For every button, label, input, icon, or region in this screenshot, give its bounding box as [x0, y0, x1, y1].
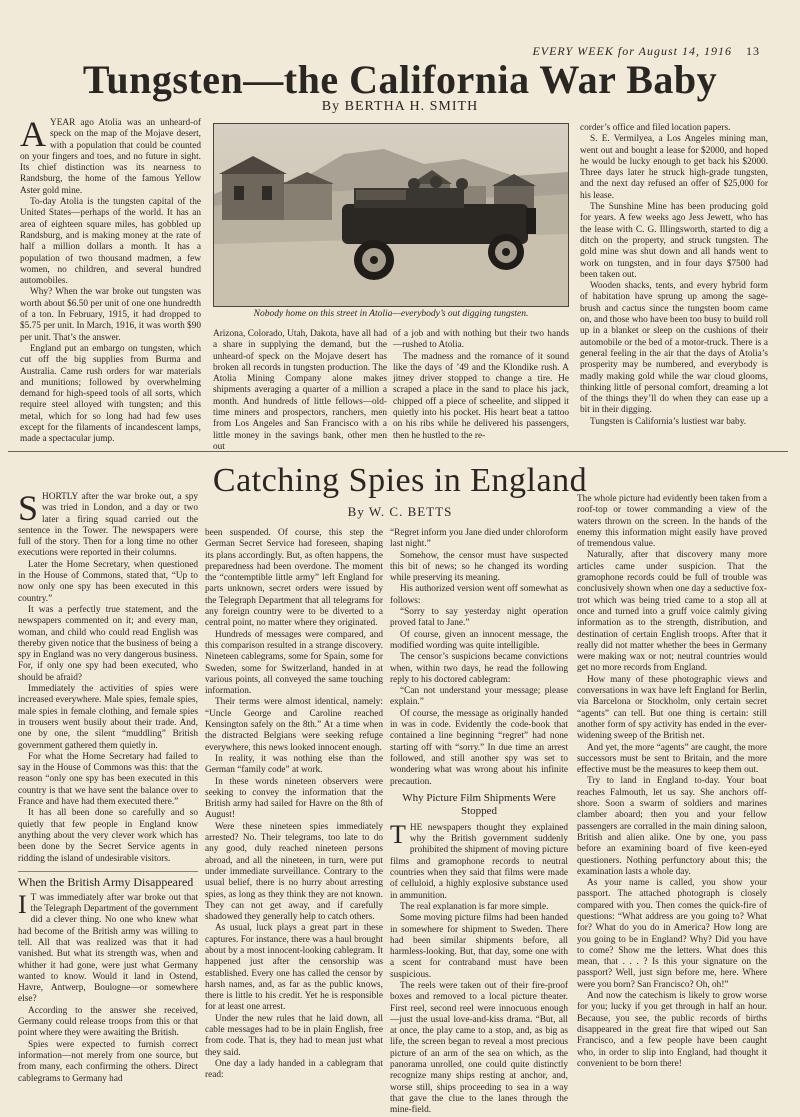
- paragraph: Tungsten is California’s lustiest war baby.: [590, 416, 747, 427]
- paragraph: How many of these photographic views and conversations in wax have left England for Berlin, via Barcelona or Stockholm, only certain secret “agents” can tell. But one thing is certain: still another form of spy activity has ended in the ever-widening sweep of the British net.: [577, 674, 767, 742]
- paragraph: And now the catechism is likely to grow worse for you; lucky if you get through in half an hour. Because, you see, the public records of births disappeared in the great fire that wiped out San Francisco, and a few people have been caught who, in order to slip into England, had thought it convenient to be born there!: [577, 991, 767, 1069]
- paragraph: The real explanation is far more simple.: [400, 901, 549, 912]
- paragraph: Their terms were almost identical, namely: “Uncle George and Caroline reached Kensington safely on the 8th.” At a time when the distracted Belgians were seeking refuge everywhere, this news looked innocent enough.: [205, 697, 383, 753]
- paragraph: As your name is called, you show your passport. The attached photograph is closely compared with you. Then comes the quick-fire of questions: “What address are you going to? What for? What do you do in America? How long are you going to be in England? Why? Did you have to come? Show me the letters. What does this mean, that . . . ? Is this your signature on the passport? Well, just sign before me, here. Where were you born? San Francisco? Oh, oh!”: [577, 878, 767, 990]
- paragraph: In these words nineteen observers were seeking to convey the information that the British army had sailed for Havre on the 8th of August!: [205, 776, 383, 821]
- paragraph: In reality, it was nothing else than the German “family code” at work.: [205, 753, 383, 776]
- spies-column-1: [18, 488, 198, 1098]
- tungsten-column-1: [20, 114, 202, 448]
- page-number: 13: [746, 44, 760, 58]
- drop-cap: S: [18, 488, 39, 528]
- paragraph: To-day Atolia is the tungsten capital of the United States—perhaps of the world. It has an area of eighteen square miles, has gobbled up Randsburg, and is making money at the rate of half a million dollars a month. It has a population of two thousand madmen, a few women, no children, and several hundred automobiles.: [20, 197, 201, 287]
- paragraph: Immediately the activities of spies were increased everywhere. Male spies, female spies, male spies in female clothing, and female spies in trousers went busily about their trade. And, one by one, the silent “muddling” British government gathered them quietly in.: [18, 684, 198, 751]
- paragraph: The Sunshine Mine has been producing gold for years. A few weeks ago Jess Jewett, who has the lease with C. G. Illingsworth, started to dig a ditch on the property, and struck tungsten. The gold mine was shut down and all hands went to work on tungsten, and in four days $7500 had been taken out.: [580, 202, 768, 280]
- photo-atolia-street: [213, 123, 569, 307]
- paragraph: Wooden shacks, tents, and every hybrid form of habitation have sprung up among the sage-brush and cactus since the tungsten boom came on, and those who have been too busy to build roll up in a blanket or sleep on the cushions of their automobile or the bed of a motor-truck. There is a general feeling in the air that the days of Atolia’s prosperity may be numbered, and everybody is madly making gold while the war cloud glooms, thinking little of personal comfort, dreaming a lot of the things they’ll do when they can ease up a bit in their digging.: [580, 281, 768, 416]
- drop-cap: T: [390, 819, 406, 849]
- paragraph: Spies were expected to furnish correct information—not merely from one source, but from many, each confirming the others. Direct cablegrams to Germany had: [18, 1039, 198, 1084]
- paragraph: Try to land in England to-day. Your boat reaches Falmouth, let us say. She anchors off-shore. Soon a swarm of soldiers and marines clamber aboard; then you and your fellow passengers are corralled in the main dining saloon, British and alien alike. One by one, you pass before an examining board of five keen-eyed questioners. Nothing perfunctory about this; the examination lasts a whole day.: [577, 776, 767, 877]
- paragraph: One day a lady handed in a cablegram that read:: [205, 1058, 383, 1081]
- paragraph: AYEAR ago Atolia was an unheard-of speck on the map of the Mojave desert, with a population that could be counted on your fingers and toes, and no future in sight. Its chief distinction was its nearness to Randsburg, the home of the famous Yellow Aster gold mine.: [20, 114, 201, 196]
- paragraph: Of course, given an innocent message, the modified wording was quite intelligible.: [390, 629, 568, 651]
- paragraph: Why? When the war broke out tungsten was worth about $6.50 per unit of one one hundredth of a ton. In February, 1915, it had dropped to $5.75 per unit. In March, 1916, it was worth $90 per unit. That’s the answer.: [20, 287, 202, 343]
- paragraph: According to the answer she received, Germany could release troops from this or that point where they were awaiting the British.: [18, 1005, 198, 1039]
- paragraph: Hundreds of messages were compared, and this comparison resulted in a strange discovery. Nineteen cablegrams, some for Spain, some for Sweden, some for Switzerland, handed in at various points, all conveyed the same touching information.: [205, 629, 383, 697]
- article-byline-betts: By W. C. BETTS: [347, 504, 453, 519]
- paragraph: “Sorry to say yesterday night operation proved fatal to Jane.”: [390, 607, 568, 629]
- paragraph: Under the new rules that he laid down, all cable messages had to be in plain English, free from code. That is, they had to mean just what they said.: [205, 1013, 383, 1058]
- paragraph: of a job and with nothing but their two hands—rushed to Atolia.: [393, 329, 569, 351]
- paragraph: Some moving picture films had been handed in somewhere for shipment to Sweden. There had been similar shipments before, all harmless-looking. But, that day, some one with a scent for contraband must have been suspicious.: [390, 913, 568, 980]
- paragraph: Somehow, the censor must have suspected this bit of news; so he changed its wording while preserving its meaning.: [390, 550, 568, 584]
- paragraph: been suspended. Of course, this step the German Secret Service had foreseen, shaping its plans accordingly. But, as often happens, the preparedness had been overdone. The moment the “contemptible little army” left England for parts unknown, secret orders were issued by the Telegraph Department that all telegrams for any foreign country were to be diverted to a central point, no matter where they originated.: [205, 528, 383, 629]
- drop-cap: A: [20, 114, 46, 154]
- tungsten-column-4: [580, 123, 768, 448]
- drop-cap: I: [18, 889, 27, 919]
- subheading-films: Why Picture Film Shipments Were Stopped: [402, 791, 556, 817]
- paragraph: Naturally, after that discovery many more articles came under suspicion. That the gramophone records could be full of trouble was conclusively shown when one day a seductive fox-trot which was being tried came to a stop all at once and turned into a gruff voice calmly giving information as to the strength, distribution, and destination of certain English troops. After that it really did not matter whether the bees in Germany were making wax or not; neutral countries would get no more records from England.: [577, 550, 767, 674]
- article-title-spies: Catching Spies in England: [212, 462, 588, 499]
- spies-column-4: [577, 494, 767, 1098]
- subheading-army: When the British Army Disappeared: [18, 871, 198, 889]
- paragraph: His authorized version went off somewhat as follows:: [390, 584, 568, 606]
- paragraph: “Regret inform you Jane died under chloroform last night.”: [390, 528, 568, 550]
- spies-column-3: [390, 528, 568, 1116]
- paragraph: The madness and the romance of it sound like the days of ’49 and the Klondike rush. A jitney driver stopped to change a tire. He scraped a place in the sand to place his jack, chipped off a piece of scheelite, and slipped it quietly into his pocket. His heart beat a tattoo on his ribs while he delivered his passengers, then he hustled to the re-: [393, 351, 569, 441]
- paragraph: The reels were taken out of their fire-proof boxes and removed to a local picture theater. First reel, second reel were innocuous enough—just the usual love-and-kiss drama. “But, all at once, the play came to a stop, and, as big as life, the screen began to reveal a most precious picture of an arm of the sea on which, as the panorama unrolled, one could quite distinctly recognize many ships resting at anchor, and, worse still, ships proceeding to sea in a way that gave the clue to the lanes through the mine-field.: [390, 980, 568, 1116]
- paragraph: As usual, luck plays a great part in these captures. For instance, there was a haul brought about by a most innocent-looking cablegram. It happened just after the censorship was established. Every one has called the censor by harsh names, and, as far as the public knows, there is little to his credit. Yet he is responsible for at least one arrest.: [205, 923, 383, 1013]
- section-divider: [8, 451, 788, 452]
- paragraph: It has all been done so carefully and so quietly that few people in England know anything about the very clever work which has been done by the Secret Service agents in ridding the island of undesirable visitors.: [18, 808, 198, 864]
- paragraph: “Can not understand your message; please explain.”: [390, 686, 568, 708]
- photo-caption: Nobody home on this street in Atolia—everybody’s out digging tungsten.: [253, 309, 529, 319]
- paragraph: Later the Home Secretary, when questioned in the House of Commons, stated that, “Up to now only one spy has been executed in this country.”: [18, 559, 198, 604]
- tungsten-column-2: [213, 329, 387, 452]
- paragraph: It was a perfectly true statement, and the newspapers commented on it; and every man, woman, and child who could read English was thereby given notice that the business of being a spy in England was no very dangerous business. For, if only one spy had been executed, who should be afraid?: [18, 604, 198, 683]
- street-photo-illustration: [214, 124, 568, 306]
- paragraph: Were these nineteen spies immediately arrested? No. Their telegrams, too late to do any good, duly reached nineteen persons abroad, and all the nineteen, in turn, were put under immediate surveillance. Contrary to the usual belief, there is no hurry about arresting spies, as long as they think they are not known. They can not get away, and if carefully shadowed they generally help to catch others.: [205, 821, 383, 923]
- article-title-tungsten: Tungsten—the California War Baby: [82, 57, 718, 102]
- paragraph: I T was immediately after war broke out that the Telegraph Department of the government did a clever thing. No one who knew what had become of the British army was willing to tell. All that was realized was that it had vanished. But what its strength was, when and whither it had gone, were just what Germany wanted to know. Would it land in Ostend, Havre, Antwerp, Boulogne—or somewhere else?: [18, 889, 198, 1005]
- paragraph: S. E. Vermilyea, a Los Angeles mining man, went out and bought a lease for $2000, and hoped he would be lucky enough to get back his $2000. Three days later he struck high-grade tungsten, and the next day refused an offer of $25,000 for his lease.: [580, 134, 768, 201]
- publication-date: EVERY WEEK for August 14, 1916: [532, 44, 732, 58]
- paragraph: England put an embargo on tungsten, which cut off the big supplies from Burma and Australia. Came rush orders for war materials and munitions; followed by overwhelming demand for high-speed tools of all sorts, which require steel alloyed with tungsten; and this metal, which for so long had had few uses except for the filaments of incandescent lamps, made a spectacular jump.: [20, 343, 201, 445]
- tungsten-column-3: [393, 329, 569, 448]
- paragraph: Arizona, Colorado, Utah, Dakota, have all had a share in supplying the demand, but the unheard-of speck on the Mojave desert has broken all records in tungsten production. The Atolia Mining Company alone makes shipments averaging a quarter of a million a month. And hundreds of little fellows—old-time miners and prospectors, ranchers, men from Los Angeles and San Francisco with a little money in the savings bank, other men out: [213, 329, 387, 452]
- paragraph: Of course, the message as originally handed in was in code. Evidently the code-book that contained a line beginning “regret” had none starting off with “sorry.” In due time an arrest followed, and still another spy was set to wondering what was wrong about his infinite precaution.: [390, 708, 568, 787]
- paragraph: And yet, the more “agents” are caught, the more successors must be sent to Britain, and the more effective must be the measures to keep them out.: [577, 742, 767, 776]
- paragraph: SHORTLY after the war broke out, a spy was tried in London, and a day or two later a firing squad carried out the sentence in the Tower. The newspapers were full of the story. Then for a long time no other executions were reported in their columns.: [18, 488, 198, 559]
- paragraph: The censor’s suspicions became convictions when, within two days, he read the following reply to his doctored cablegram:: [390, 652, 568, 685]
- paragraph: For what the Home Secretary had failed to say in the House of Commons was this: that the reason “only one spy has been executed in this country is that we have sent the balance over to France and have had them executed there.”: [18, 751, 198, 808]
- paragraph: corder’s office and filed location papers.: [580, 123, 731, 133]
- paragraph: THE newspapers thought they explained why the British government suddenly prohibited the shipment of moving picture films and gramophone records to neutral countries when they said that films were made of celluloid, a highly explosive substance used in ammunition.: [390, 819, 568, 901]
- paragraph: The whole picture had evidently been taken from a roof-top or tower commanding a view of the waters thrown on the screen. In the hands of the enemy this information might easily have proved of tremendous value.: [577, 494, 767, 550]
- spies-column-2: [205, 528, 383, 1098]
- article-byline-smith: By BERTHA H. SMITH: [321, 99, 479, 114]
